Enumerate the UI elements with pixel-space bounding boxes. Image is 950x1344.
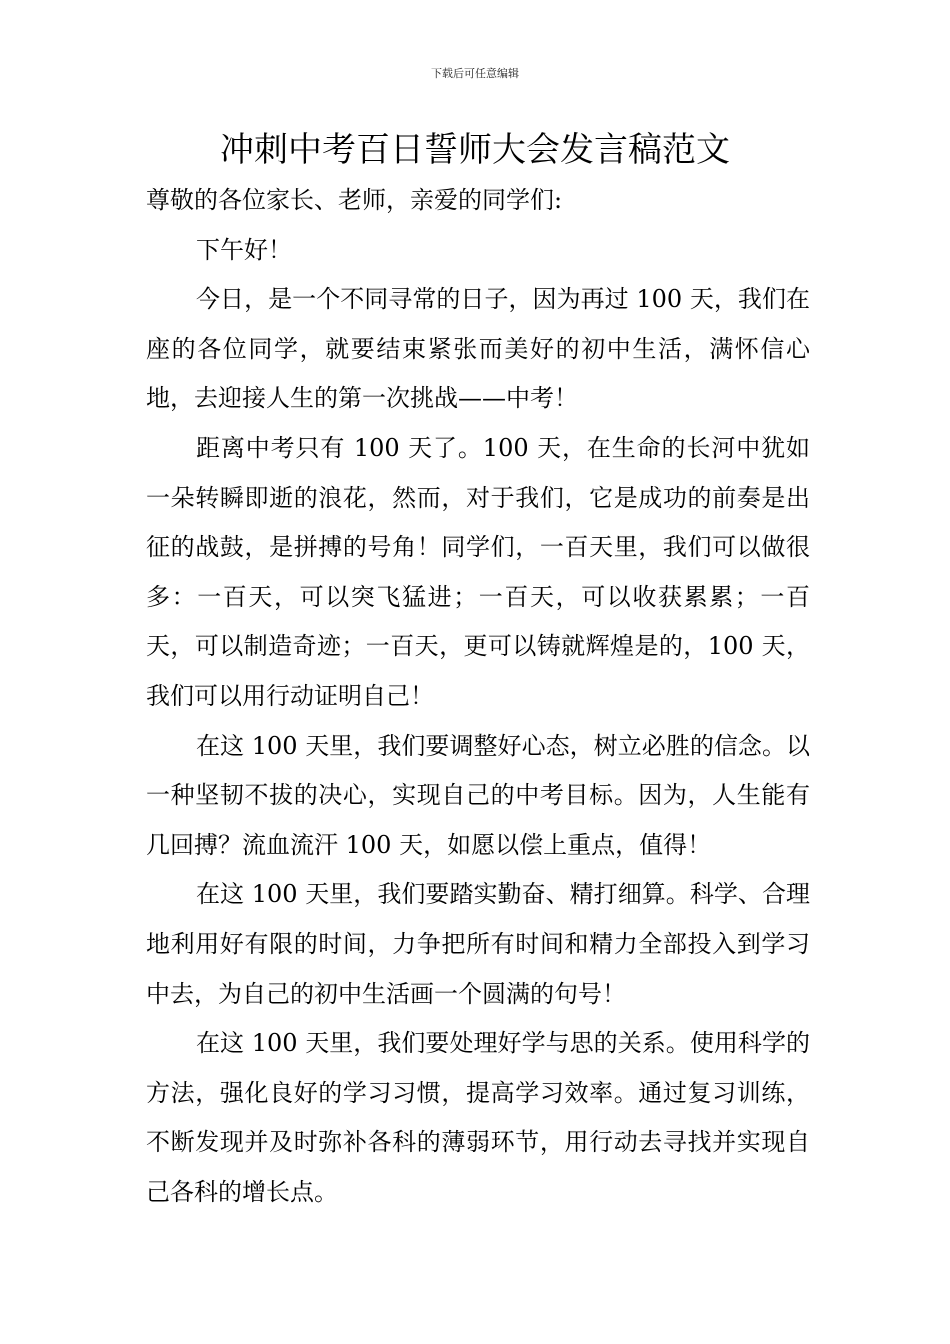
document-body [146, 176, 810, 1217]
document-title: 冲刺中考百日誓师大会发言稿范文 [220, 130, 730, 170]
paragraph-5: 在这 100 天里，我们要处理好学与思的关系。使用科学的方法，强化良好的学习习惯，提高学习效率。通过复习训练，不断发现并及时弥补各科的薄弱环节，用行动去寻找并实现自己各科的增长点。 [146, 1029, 810, 1206]
paragraph-greeting: 下午好！ [196, 235, 292, 264]
header-note: 下载后可任意编辑 [431, 67, 519, 80]
paragraph-1: 今日，是一个不同寻常的日子，因为再过 100 天，我们在座的各位同学，就要结束紧张而美好的初中生活，满怀信心地，去迎接人生的第一次挑战——中考！ [146, 285, 810, 413]
paragraph-2: 距离中考只有 100 天了。100 天，在生命的长河中犹如一朵转瞬即逝的浪花，然而，对于我们，它是成功的前奏是出征的战鼓，是拼搏的号角！同学们，一百天里，我们可以做很多：一百天，可以突飞猛进；一百天，可以收获累累；一百天，可以制造奇迹；一百天，更可以铸就辉煌是的，100 天，我们可以用行动证明自己！ [146, 433, 810, 710]
salutation: 尊敬的各位家长、老师，亲爱的同学们: [146, 186, 563, 214]
paragraph-4: 在这 100 天里，我们要踏实勤奋、精打细算。科学、合理地利用好有限的时间，力争把所有时间和精力全部投入到学习中去，为自己的初中生活画一个圆满的句号！ [146, 880, 810, 1008]
paragraph-3: 在这 100 天里，我们要调整好心态，树立必胜的信念。以一种坚韧不拔的决心，实现自己的中考目标。因为，人生能有几回搏？流血流汗 100 天，如愿以偿上重点，值得！ [146, 731, 810, 859]
